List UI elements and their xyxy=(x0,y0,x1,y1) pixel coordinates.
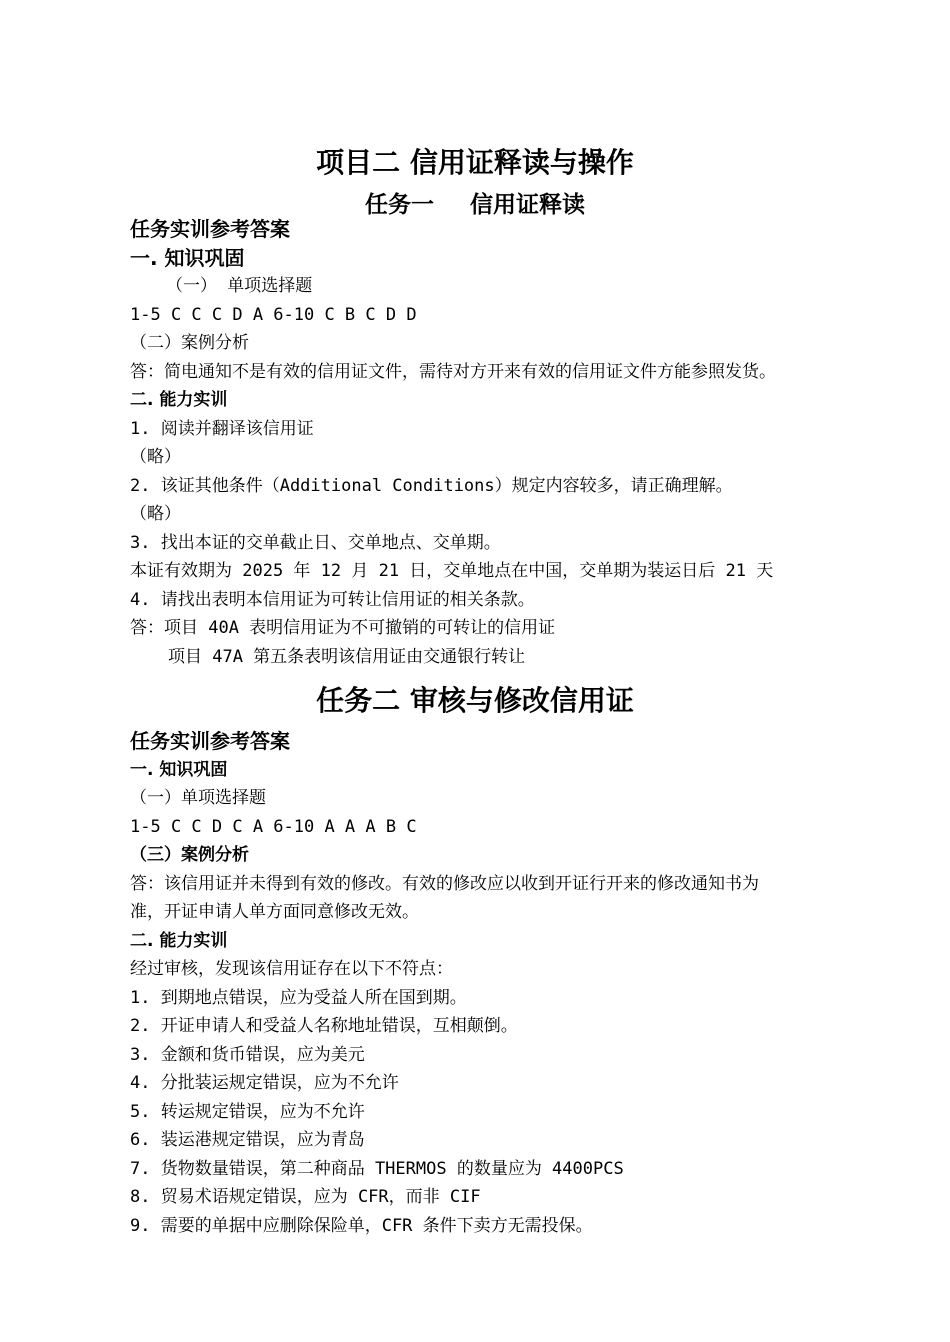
task1-question-3: 3. 找出本证的交单截止日、交单地点、交单期。 xyxy=(130,533,501,553)
task1-title xyxy=(0,186,950,219)
task2-title: 任务二 审核与修改信用证 xyxy=(316,684,634,717)
list-item: 5. 转运规定错误，应为不允许 xyxy=(130,1102,365,1122)
task1-question-2-answer: （略） xyxy=(130,504,181,524)
task1-question-4-answer-1: 答：项目 40A 表明信用证为不可撤销的可转让的信用证 xyxy=(130,618,556,638)
task2-sub-single-choice: （一）单项选择题 xyxy=(130,788,266,808)
task2-review-intro: 经过审核，发现该信用证存在以下不符点： xyxy=(130,959,453,979)
task1-question-4: 4. 请找出表明本信用证为可转让信用证的相关条款。 xyxy=(130,590,535,610)
task2-section-practice: 二. 能力实训 xyxy=(130,931,228,951)
list-item: 3. 金额和货币错误，应为美元 xyxy=(130,1045,365,1065)
list-item: 6. 装运港规定错误，应为青岛 xyxy=(130,1130,365,1150)
task2-case-answer-line-2: 准，开证申请人单方面同意修改无效。 xyxy=(130,902,419,922)
task1-case-answer: 答：简电通知不是有效的信用证文件，需待对方开来有效的信用证文件方能参照发货。 xyxy=(130,362,776,382)
task2-section-knowledge: 一. 知识巩固 xyxy=(130,760,228,780)
task1-question-1: 1. 阅读并翻译该信用证 xyxy=(130,419,314,439)
task2-single-choice-answers: 1-5 C C D C A 6-10 A A A B C xyxy=(130,817,417,837)
list-item: 2. 开证申请人和受益人名称地址错误，互相颠倒。 xyxy=(130,1016,518,1036)
task1-answer-heading: 任务实训参考答案 xyxy=(130,217,290,241)
list-item: 7. 货物数量错误，第二种商品 THERMOS 的数量应为 4400PCS xyxy=(130,1159,624,1179)
list-item: 4. 分批装运规定错误，应为不允许 xyxy=(130,1073,399,1093)
project-title: 项目二 信用证释读与操作 xyxy=(316,146,634,179)
list-item: 1. 到期地点错误，应为受益人所在国到期。 xyxy=(130,988,467,1008)
task1-sub-case-analysis: （二）案例分析 xyxy=(130,333,249,353)
task2-case-answer-line-1: 答：该信用证并未得到有效的修改。有效的修改应以收到开证行开来的修改通知书为 xyxy=(130,874,759,894)
task1-question-1-answer: （略） xyxy=(130,447,181,467)
task1-section-knowledge: 一. 知识巩固 xyxy=(130,246,245,270)
task1-title-b: 信用证释读 xyxy=(470,192,585,218)
task2-answer-heading: 任务实训参考答案 xyxy=(130,729,290,753)
task1-section-practice: 二. 能力实训 xyxy=(130,390,228,410)
task1-question-2: 2. 该证其他条件（Additional Conditions）规定内容较多，请正确理解。 xyxy=(130,476,733,496)
task1-title-a: 任务一 xyxy=(365,192,434,218)
list-item: 8. 贸易术语规定错误，应为 CFR，而非 CIF xyxy=(130,1187,481,1207)
list-item: 9. 需要的单据中应删除保险单，CFR 条件下卖方无需投保。 xyxy=(130,1216,593,1236)
task1-question-3-answer: 本证有效期为 2025 年 12 月 21 日，交单地点在中国，交单期为装运日后 21 天 xyxy=(130,561,774,581)
task1-question-4-answer-2: 项目 47A 第五条表明该信用证由交通银行转让 xyxy=(168,647,526,667)
task1-sub-single-choice: （一） 单项选择题 xyxy=(166,276,313,296)
task2-sub-case-analysis: （三）案例分析 xyxy=(130,845,249,865)
task1-single-choice-answers: 1-5 C C C D A 6-10 C B C D D xyxy=(130,305,417,325)
